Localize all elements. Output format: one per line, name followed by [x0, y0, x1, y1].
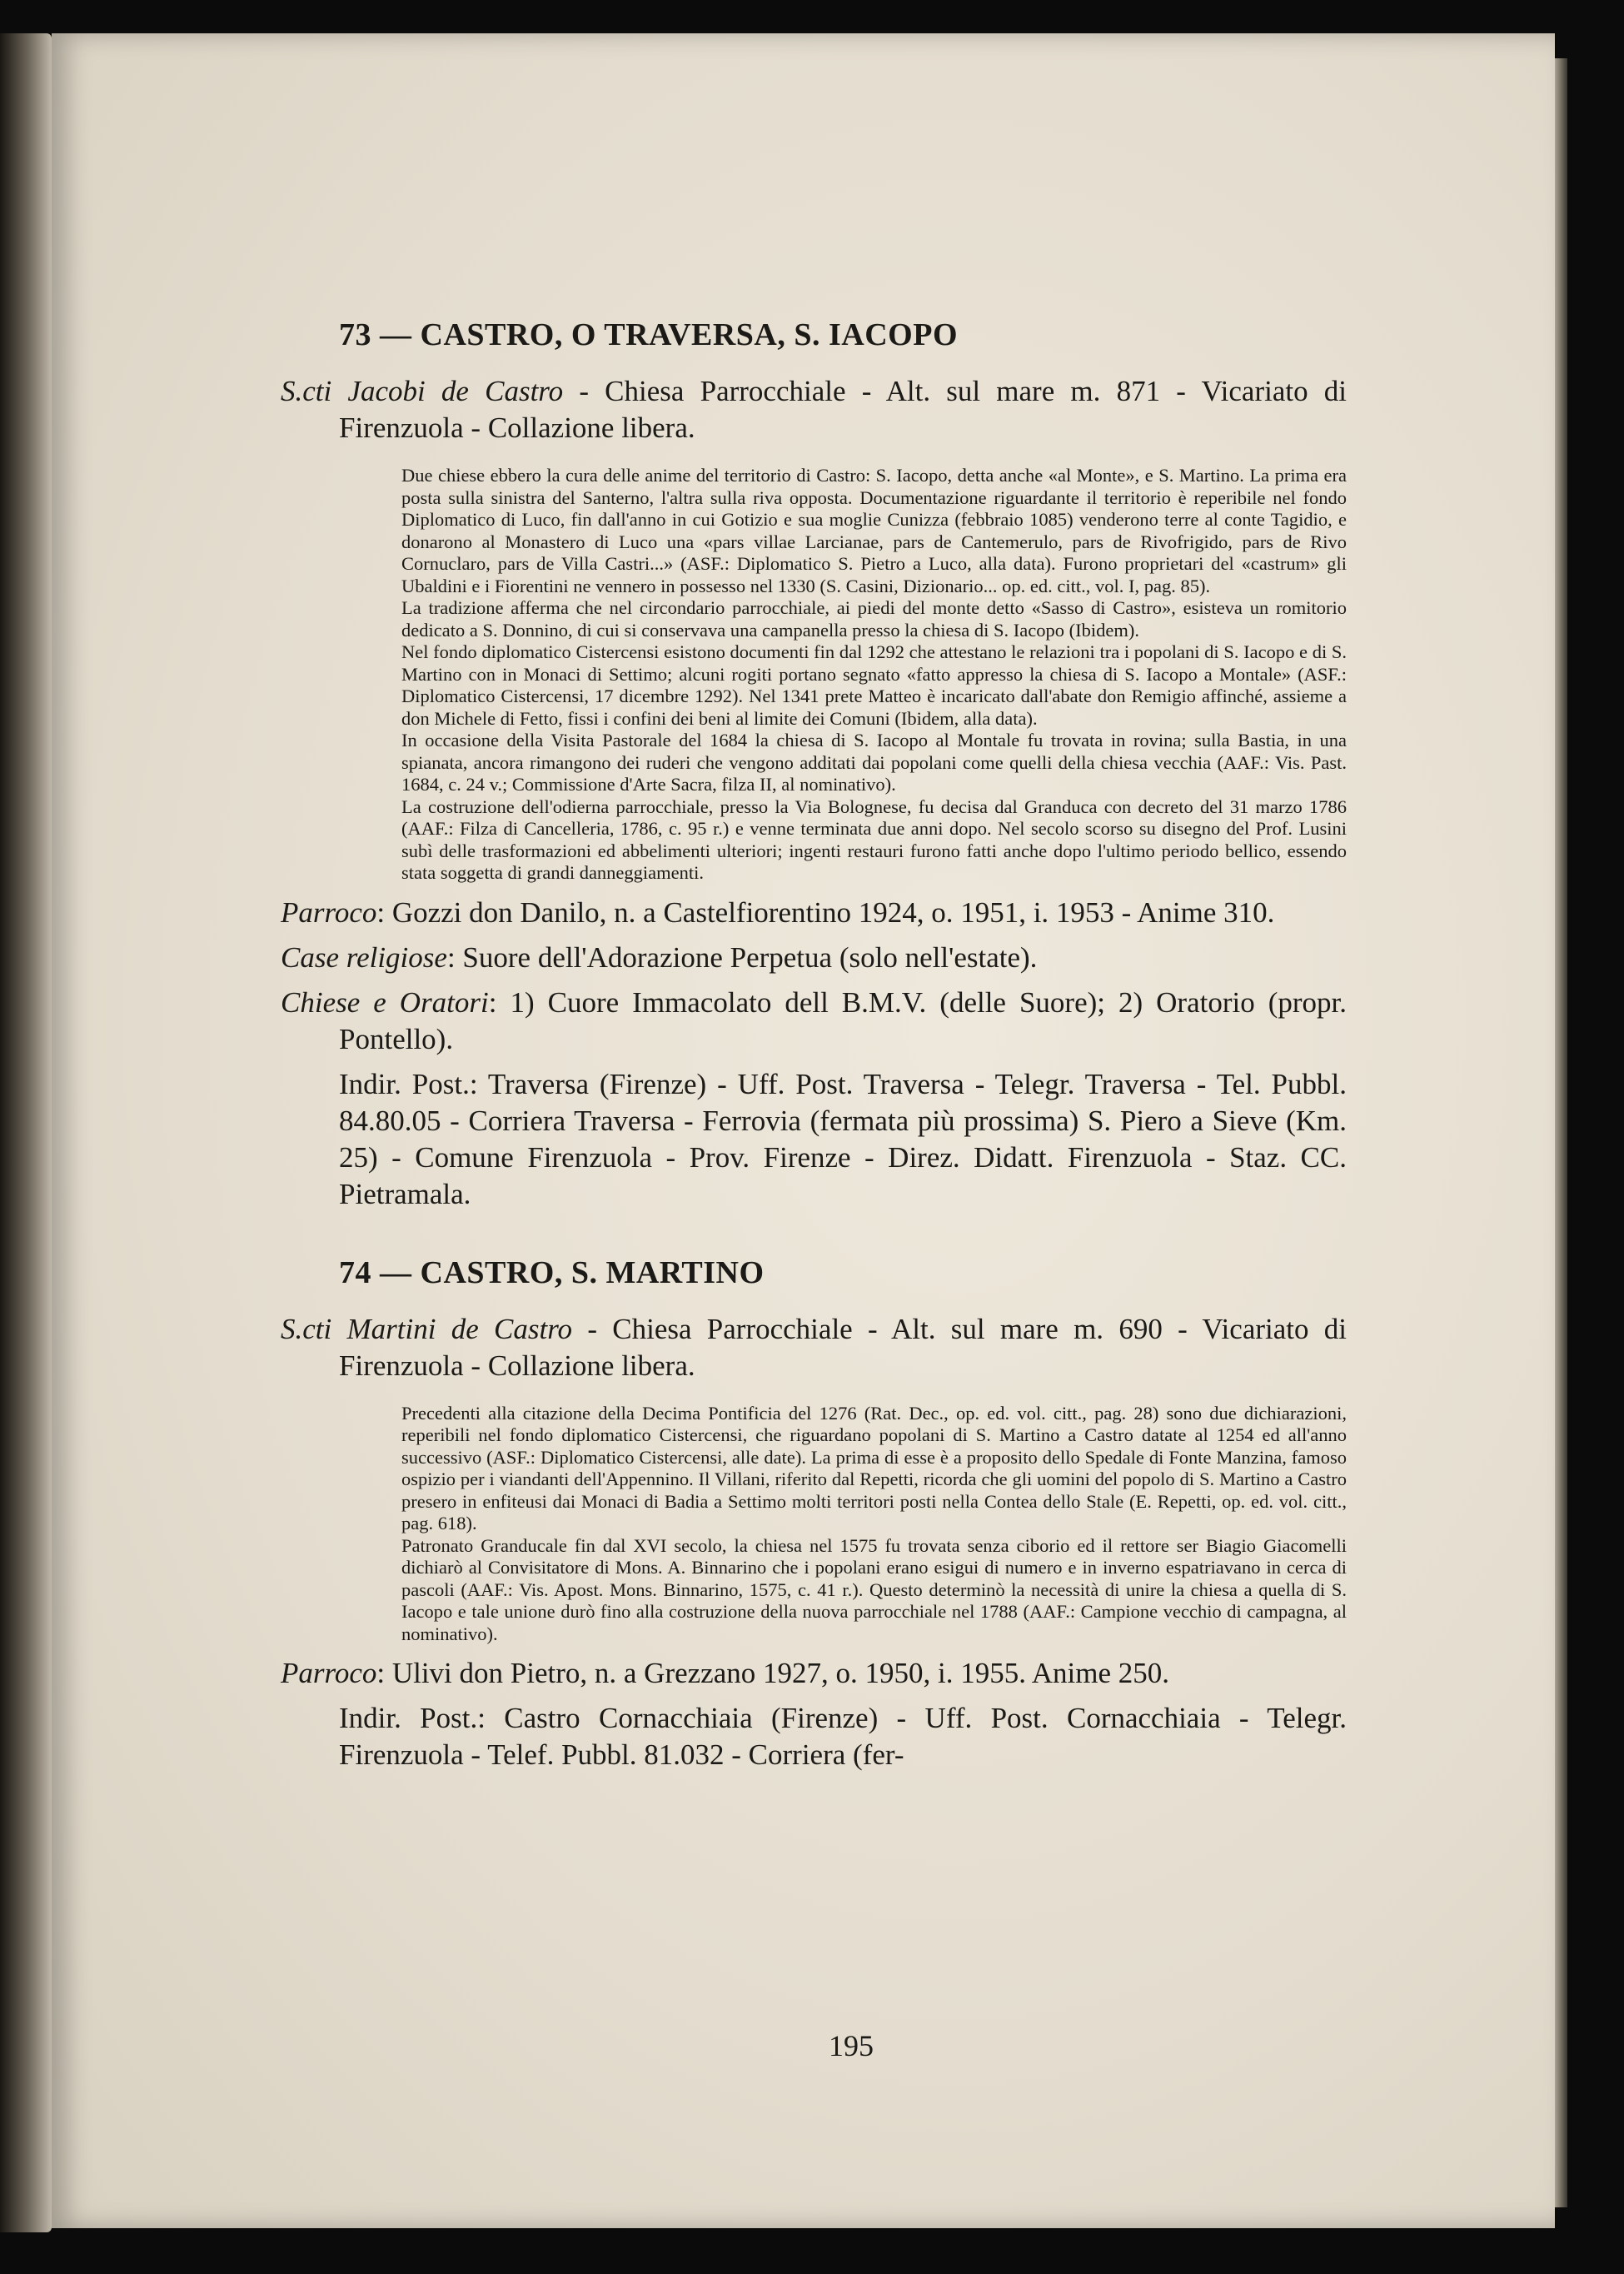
page-content	[281, 283, 1347, 1778]
case-religiose-text: : Suore dell'Adorazione Perpetua (solo nell'estate).	[446, 940, 1038, 974]
parroco-label: Parroco	[281, 895, 377, 929]
history-paragraph: Precedenti alla citazione della Decima Pontificia del 1276 (Rat. Dec., op. ed. vol. citt., pag. 28) sono due dichiarazioni, reperibili nel fondo diplomatico Cistercensi, che riguardano popolani di S. Martino a Castro datate al 1254 ed all'anno successivo (ASF.: Diplomatico Cistercensi, alle date). La prima di esse è a proposito dello Spedale di Fonte Manzina, famoso ospizio per i viandanti dell'Appennino. Il Villani, riferito dal Repetti, ricorda che gli uomini del popolo di S. Martino a Castro presero in enfiteusi dai Monaci di Badia a Settimo molti territori posti nella Contea dello Stale (E. Repetti, op. ed. vol. citt., pag. 618).	[401, 1402, 1347, 1533]
section-header	[281, 1311, 1347, 1384]
postal-address: Indir. Post.: Castro Cornacchiaia (Firenze) - Uff. Post. Cornacchiaia - Telegr. Firenzuola - Telef. Pubbl. 81.032 - Corriera (fer-	[339, 1702, 1347, 1771]
case-religiose-entry	[281, 940, 1347, 976]
history-paragraph: Patronato Granducale fin dal XVI secolo, la chiesa nel 1575 fu trovata senza ciborio ed il rettore ser Biagio Giacomelli dichiarò al Convisitatore di Mons. A. Binnarino che i popolani erano esigui di numero e in inverno espatriavano in cerca di pascoli (AAF.: Vis. Apost. Mons. Binnarino, 1575, c. 41 r.). Questo determinò la necessità di unire la chiesa a quella di S. Iacopo e tale unione durò fino alla costruzione della nuova parrocchiale nel 1788 (AAF.: Campione vecchio di campagna, al nominativo).	[401, 1534, 1347, 1644]
history-notes	[401, 1403, 1347, 1646]
history-paragraph: Due chiese ebbero la cura delle anime del territorio di Castro: S. Iacopo, detta anche «al Monte», e S. Martino. La prima era posta sulla sinistra del Santerno, l'altra sulla riva opposta. Documentazione riguardante il territorio è reperibile nel fondo Diplomatico di Luco, fin dall'anno in cui Gotizio e sua moglie Cunizza (febbraio 1085) venderono terre al conte Tagidio, e donarono al Monastero di Luco una «pars villae Larcianae, pars de Cantemerulo, pars de Rivofrigido, pars de Rivo Cornuclaro, pars de Villa Castri...» (ASF.: Diplomatico S. Pietro a Luco, alla data). Furono proprietari del «castrum» gli Ubaldini e i Fiorentini ne vennero in possesso nel 1330 (S. Casini, Dizionario... op. ed. citt., vol. I, pag. 85).	[401, 465, 1347, 596]
parroco-text: : Ulivi don Pietro, n. a Grezzano 1927, o. 1950, i. 1955. Anime 250.	[376, 1657, 1170, 1689]
parroco-text: : Gozzi don Danilo, n. a Castelfiorentino 1924, o. 1951, i. 1953 - Anime 310.	[376, 895, 1275, 929]
latin-name: S.cti Jacobi de Castro	[281, 375, 564, 407]
history-notes	[401, 465, 1347, 885]
header-details: - Chiesa Parrocchiale - Alt. sul mare m. 690 - Vicariato di Firenzuola - Collazione libera.	[339, 1312, 1347, 1382]
parroco-entry	[281, 1655, 1347, 1692]
history-paragraph: La costruzione dell'odierna parrocchiale, presso la Via Bolognese, fu decisa dal Granduca con decreto del 31 marzo 1786 (AAF.: Filza di Cancelleria, 1786, c. 95 r.) e venne terminata due anni dopo. Nel secolo scorso su disegno del Prof. Lusini subì delle trasformazioni ed abbelimenti ulteriori; ingenti restauri furono fatti anche dopo l'ultimo periodo bellico, essendo stata soggetta di grandi danneggiamenti.	[401, 795, 1347, 883]
parroco-entry	[281, 895, 1347, 931]
page-number: 195	[829, 2029, 874, 2062]
chiese-oratori-label: Chiese e Oratori	[281, 985, 489, 1019]
section-title: 74 — CASTRO, S. MARTINO	[339, 1254, 765, 1290]
adjacent-page-edge	[0, 33, 52, 2232]
book-page	[52, 33, 1555, 2228]
case-religiose-label: Case religiose	[281, 940, 447, 974]
section-74	[281, 1254, 1347, 1774]
history-paragraph: La tradizione afferma che nel circondario parrocchiale, ai piedi del monte detto «Sasso di Castro», esisteva un romitorio dedicato a S. Donnino, di cui si conservava una campanella presso la chiesa di S. Iacopo (Ibidem).	[401, 597, 1347, 641]
history-paragraph: In occasione della Visita Pastorale del 1684 la chiesa di S. Iacopo al Montale fu trovata in rovina; sulla Bastia, in una spianata, ancora rimangono dei ruderi che vengono additati dai popolani come quelli della chiesa vecchia (AAF.: Vis. Past. 1684, c. 24 v.; Commissione d'Arte Sacra, filza II, al nominativo).	[401, 730, 1347, 795]
header-details: - Chiesa Parrocchiale - Alt. sul mare m. 871 - Vicariato di Firenzuola - Collazione libera.	[339, 375, 1347, 444]
history-paragraph: Nel fondo diplomatico Cistercensi esistono documenti fin dal 1292 che attestano le relazioni tra i popolani di S. Iacopo e di S. Martino con in Monaci di Settimo; alcuni rogiti portano segnato «fatto appresso la chiesa di S. Iacopo a Montale» (ASF.: Diplomatico Cistercensi, 17 dicembre 1292). Nel 1341 prete Matteo è incaricato dall'abate don Remigio affinché, assieme a don Michele di Fetto, fissi i confini dei beni al limite dei Comuni (Ibidem, alla data).	[401, 641, 1347, 729]
parroco-label: Parroco	[281, 1657, 377, 1689]
section-header	[281, 373, 1347, 446]
section-73	[281, 317, 1347, 1213]
section-title: 73 — CASTRO, O TRAVERSA, S. IACOPO	[339, 317, 959, 352]
latin-name: S.cti Martini de Castro	[281, 1312, 573, 1345]
postal-address: Indir. Post.: Traversa (Firenze) - Uff. Post. Traversa - Telegr. Traversa - Tel. Pubbl. 84.80.05 - Corriera Traversa - Ferrovia (fermata più prossima) S. Piero a Sieve (Km. 25) - Comune Firenzuola - Prov. Firenze - Direz. Didatt. Firenzuola - Staz. CC. Pietramala.	[339, 1067, 1347, 1210]
chiese-oratori-entry	[281, 985, 1347, 1058]
chiese-oratori-text: : 1) Cuore Immacolato dell B.M.V. (delle Suore); 2) Oratorio (propr. Pontello).	[339, 985, 1348, 1055]
